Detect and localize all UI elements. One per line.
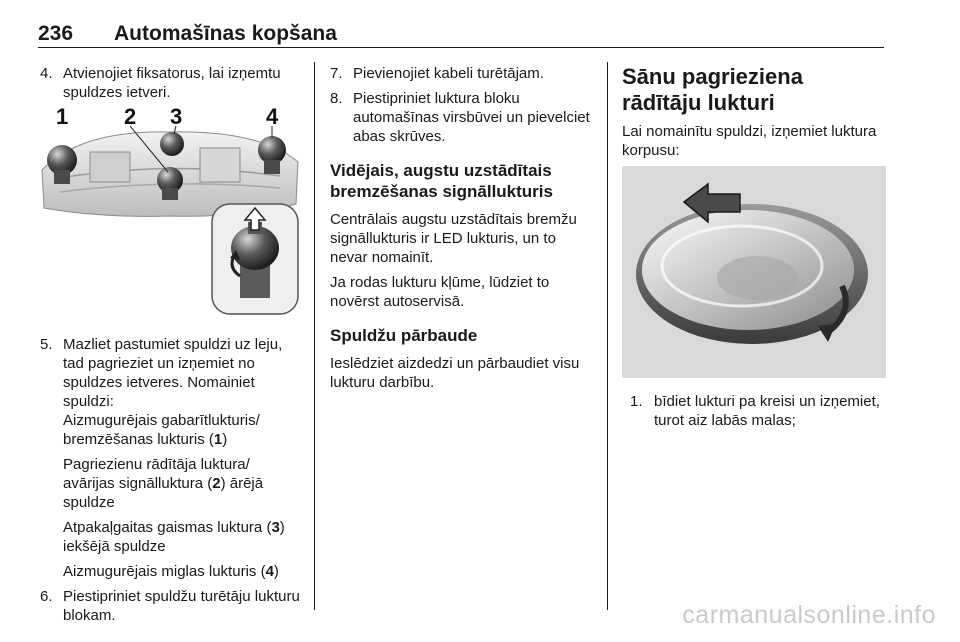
paragraph-led: Centrālais augstu uzstādītais bremžu signāllukturis ir LED lukturis, un to nevar nomainīt. (330, 211, 577, 266)
side-indicator-figure (622, 166, 886, 378)
step-6: 6. Piestipriniet spuldžu turētāju lukturu blokam. (40, 588, 300, 624)
bulb-3-text: Atpakaļgaitas gaismas luktura (3) iekšējā spuldze (63, 519, 285, 555)
step-8: 8. Piestipriniet luktura bloku automašīnas virsbūvei un pievelciet abas skrūves. (330, 90, 590, 145)
section-heading-bulb-check: Spuldžu pārbaude (330, 326, 478, 345)
paragraph-intro: Lai nomainītu spuldzi, izņemiet luktura korpusu: (622, 123, 877, 159)
step-5: 5. Mazliet pastumiet spuldzi uz leju, tad pagrieziet un izņemiet no spuldzes ietveres. Nomainiet spuldzi: (40, 336, 283, 410)
header-divider (38, 47, 884, 48)
chapter-title: Automašīnas kopšana (114, 22, 337, 45)
bulb-1-text: Aizmugurējais gabarītlukturis/ bremzēšanas lukturis (1) (63, 412, 260, 448)
rear-lamp-illustration (40, 108, 302, 323)
column-divider-2 (607, 62, 608, 610)
watermark: carmanualsonline.info (682, 601, 936, 629)
figure-label-1: 1 (56, 108, 69, 129)
bulb-2-text: Pagriezienu rādītāja luktura/ avārijas signālluktura (2) ārējā spuldze (63, 456, 264, 511)
bulb-4-text: Aizmugurējais miglas lukturis (4) (63, 563, 279, 580)
step-7: 7. Pievienojiet kabeli turētājam. (330, 65, 544, 82)
step-4: 4. Atvienojiet fiksatorus, lai izņemtu spuldzes ietveri. (40, 65, 281, 101)
column-2 (330, 64, 592, 398)
section-heading-side-indicator: Sānu pagrieziena rādītāju lukturi (622, 64, 803, 115)
rear-lamp-figure (40, 108, 302, 323)
paragraph-check: Ieslēdziet aizdedzi un pārbaudiet visu lukturu darbību. (330, 355, 580, 391)
figure-label-2: 2 (124, 108, 137, 129)
side-indicator-illustration (622, 166, 886, 378)
column-1 (40, 64, 302, 625)
side-step-1: 1. bīdiet lukturi pa kreisi un izņemiet, turot aiz labās malas; (630, 393, 880, 429)
column-divider-1 (314, 62, 315, 610)
paragraph-service: Ja rodas lukturu kļūme, lūdziet to novērst autoservisā. (330, 274, 550, 310)
column-3 (622, 64, 886, 430)
figure-label-3: 3 (170, 108, 183, 129)
page-number: 236 (38, 22, 74, 45)
figure-label-4: 4 (266, 108, 279, 129)
section-heading-brake-light: Vidējais, augstu uzstādītais bremzēšanas signāllukturis (330, 161, 553, 201)
